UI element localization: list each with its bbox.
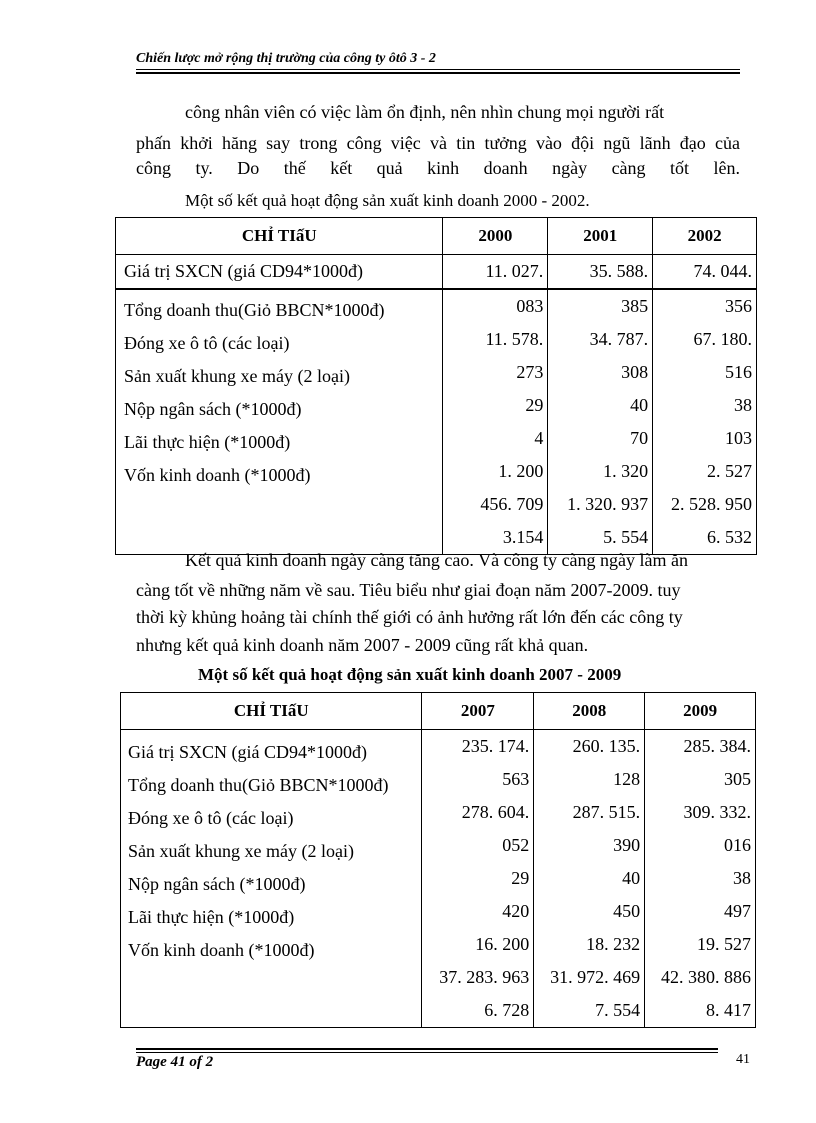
table-row [116, 255, 757, 289]
intro-line: công ty. Do thế kết quả kinh doanh ngày càng tốt lên. [136, 158, 740, 178]
table-cell: 497 [724, 901, 751, 921]
column-2007 [422, 730, 534, 1028]
table-cell: 70 [630, 427, 649, 448]
table-cell: 7. 554 [595, 1000, 641, 1020]
table-cell: 34. 787. [589, 328, 649, 349]
middle-line: nhưng kết quả kinh doanh năm 2007 - 2009 cũng rất khả quan. [136, 635, 589, 655]
table-cell: 2. 527 [707, 460, 752, 481]
row-label: Tổng doanh thu(Giỏ BBCN*1000đ) [124, 299, 385, 320]
table-cell: 2. 528. 950 [671, 493, 752, 514]
table-cell: 052 [502, 835, 530, 855]
table-cell: 308 [621, 361, 649, 382]
middle-line: càng tốt về những năm về sau. Tiêu biểu như giai đoạn năm 2007-2009. tuy [136, 580, 681, 600]
table-cell: 29 [525, 394, 544, 415]
table-cell: 083 [516, 295, 544, 316]
row-label: Tổng doanh thu(Giỏ BBCN*1000đ) [128, 775, 389, 795]
table-2000-2002 [115, 217, 757, 555]
table-cell: 235. 174. [461, 736, 530, 756]
middle-line: Kết quả kinh doanh ngày càng tăng cao. Và công ty càng ngày làm ăn [185, 550, 689, 570]
column-header: CHỈ TIấU [121, 693, 422, 730]
column-header: 2001 [548, 218, 653, 255]
table-cell: 29 [511, 868, 530, 888]
table-cell: 11. 578. [485, 328, 544, 349]
table1-caption: Một số kết quả hoạt động sản xuất kinh doanh 2000 - 2002. [185, 191, 590, 210]
table-cell: 305 [724, 769, 751, 789]
middle-line: thời kỳ khủng hoảng tài chính thế giới có ảnh hưởng rất lớn đến các công ty [136, 607, 683, 627]
table-cell: 309. 332. [683, 802, 751, 822]
table-cell: 273 [516, 361, 544, 382]
row-label: Giá trị SXCN (giá CD94*1000đ) [116, 255, 443, 289]
table-cell: 356 [725, 295, 752, 316]
row-label: Lãi thực hiện (*1000đ) [124, 431, 291, 452]
row-label: Sản xuất khung xe máy (2 loại) [128, 841, 354, 861]
page-label: Page 41 of 2 [136, 1054, 214, 1070]
table-cell: 390 [613, 835, 641, 855]
table-cell: 11. 027. [443, 255, 548, 289]
footer-rule-thick [136, 1048, 718, 1050]
table-cell: 128 [613, 769, 641, 789]
table-cell: 103 [725, 427, 752, 448]
table-cell: 38 [733, 868, 751, 888]
column-header: 2002 [653, 218, 757, 255]
table-cell: 35. 588. [548, 255, 653, 289]
table-cell: 450 [613, 901, 641, 921]
row-label: Sản xuất khung xe máy (2 loại) [124, 365, 350, 386]
table-cell: 4 [534, 427, 544, 448]
row-label: Lãi thực hiện (*1000đ) [128, 907, 295, 927]
table-cell: 1. 320 [603, 460, 649, 481]
column-2009 [645, 730, 756, 1028]
table-cell: 563 [502, 769, 530, 789]
table-cell: 285. 384. [683, 736, 751, 756]
table-cell: 8. 417 [706, 1000, 751, 1020]
table-cell: 5. 554 [603, 526, 649, 547]
table-cell: 1. 200 [498, 460, 544, 481]
column-2000 [443, 289, 548, 555]
page-number: 41 [736, 1052, 750, 1067]
table-cell: 420 [502, 901, 530, 921]
intro-line: công nhân viên có việc làm ổn định, nên nhìn chung mọi người rất [185, 102, 665, 122]
running-header: Chiến lược mở rộng thị trường của công ty ôtô 3 - 2 [136, 51, 436, 66]
table-cell: 1. 320. 937 [567, 493, 649, 514]
table-cell: 278. 604. [461, 802, 530, 822]
row-label: Nộp ngân sách (*1000đ) [128, 874, 306, 894]
header-rule [136, 69, 740, 70]
row-label: Nộp ngân sách (*1000đ) [124, 398, 302, 419]
table-cell: 385 [621, 295, 649, 316]
table-cell: 42. 380. 886 [661, 967, 751, 987]
footer-rule [136, 1052, 718, 1053]
row-label: Vốn kinh doanh (*1000đ) [128, 940, 315, 960]
table-cell: 37. 283. 963 [439, 967, 530, 987]
table-cell: 31. 972. 469 [550, 967, 641, 987]
table-header-row [121, 693, 756, 730]
table-cell: 287. 515. [572, 802, 641, 822]
table-cell: 6. 532 [707, 526, 752, 547]
column-2002 [653, 289, 757, 555]
table-cell: 3.154 [502, 526, 544, 547]
table-header-row [116, 218, 757, 255]
column-header: 2009 [645, 693, 756, 730]
table-cell: 6. 728 [484, 1000, 530, 1020]
table-cell: 016 [724, 835, 751, 855]
row-label: Đóng xe ô tô (các loại) [124, 332, 290, 353]
row-label: Vốn kinh doanh (*1000đ) [124, 464, 311, 485]
table2-caption: Một số kết quả hoạt động sản xuất kinh doanh 2007 - 2009 [198, 665, 622, 684]
table-body-row [116, 289, 757, 555]
row-label: Giá trị SXCN (giá CD94*1000đ) [128, 742, 367, 762]
table-2007-2009 [120, 692, 756, 1028]
table-cell: 18. 232 [586, 934, 641, 954]
table-cell: 19. 527 [697, 934, 751, 954]
table-cell: 40 [630, 394, 649, 415]
row-label: Đóng xe ô tô (các loại) [128, 808, 294, 828]
table-cell: 16. 200 [475, 934, 530, 954]
label-column [121, 730, 422, 1028]
table-cell: 74. 044. [653, 255, 757, 289]
column-header: 2008 [534, 693, 645, 730]
header-rule-thick [136, 72, 740, 74]
column-header: CHỈ TIấU [116, 218, 443, 255]
table-cell: 260. 135. [572, 736, 641, 756]
column-header: 2007 [422, 693, 534, 730]
table-cell: 40 [622, 868, 641, 888]
table-cell: 38 [734, 394, 752, 415]
column-2001 [548, 289, 653, 555]
intro-line: phấn khởi hăng say trong công việc và tin tưởng vào đội ngũ lãnh đạo của [136, 133, 740, 153]
table-body-row [121, 730, 756, 1028]
column-2008 [534, 730, 645, 1028]
table-cell: 456. 709 [480, 493, 544, 514]
table-cell: 516 [725, 361, 752, 382]
label-column [116, 289, 443, 555]
column-header: 2000 [443, 218, 548, 255]
table-cell: 67. 180. [693, 328, 752, 349]
